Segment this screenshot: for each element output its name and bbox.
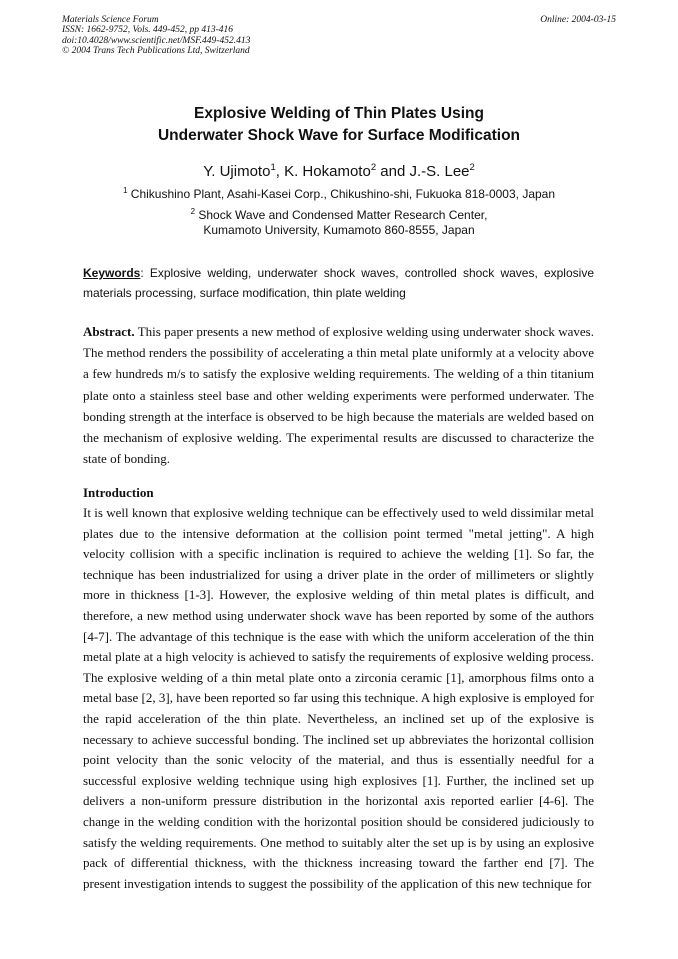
keywords-block xyxy=(83,263,594,303)
author-name: K. Hokamoto xyxy=(284,163,371,180)
author-list xyxy=(62,158,616,182)
author-affiliation-mark: 1 xyxy=(270,162,276,173)
title-line-1: Explosive Welding of Thin Plates Using xyxy=(194,105,484,122)
author-separator: , xyxy=(275,163,285,180)
affiliation-text: Shock Wave and Condensed Matter Research Center, xyxy=(195,208,488,222)
publication-info xyxy=(62,15,616,57)
section-heading-introduction: Introduction xyxy=(83,485,154,500)
abstract-text: This paper presents a new method of explosive welding using underwater shock waves. The method renders the possibility of accelerating a thin metal plate uniformly at a velocity above a few hundreds m/s to satisfy the explosive welding requirements. The welding of a thin titanium plate onto a stainless steel base and other welding experiments were performed underwater. The bonding strength at the interface is observed to be high because the materials are welded based on the mechanism of explosive welding. The experimental results are discussed to characterize the state of bonding. xyxy=(83,324,594,467)
author-affiliation-mark: 2 xyxy=(370,162,377,173)
paper-title xyxy=(62,103,616,147)
affiliation-2-continued: Kumamoto University, Kumamoto 860-8555, Japan xyxy=(203,223,475,237)
introduction-body: It is well known that explosive welding technique can be effectively used to weld dissimilar metal plates due to the intensive deformation at the collision point termed "metal jetting". A high velocity collision with a specific inclination is required to achieve the welding [1]. So far, the technique has been industrialized for using a driver plate in the order of millimeters or slightly more in thickness [1-3]. However, the explosive welding of thin metal plates is difficult, and therefore, a new method using underwater shock wave has been reported by some of the authors [4-7]. The advantage of this technique is the ease with which the uniform acceleration of the thin metal plate at a high velocity is achieved to satisfy the requirements of explosive welding process. The explosive welding of a thin metal plate onto a zirconia ceramic [1], amorphous films onto a metal base [2, 3], have been reported so far using this technique. A high explosive is employed for the rapid acceleration of the thin plate. Nevertheless, an inclined set up of the explosive is necessary to achieve successful bonding. The inclined set up abbreviates the horizontal collision point velocity than the sonic velocity of the material, and thus is essentially needful for a successful explosive welding technique using high explosives [1]. Further, the inclined set up delivers a non-uniform pressure distribution in the horizontal axis reported earlier [4-6]. The change in the welding condition with the horizontal position should be considered judiciously to satisfy the welding requirements. One method to suitably alter the set up is by using an explosive pack of differential thickness, with the thickness increasing toward the farther end [7]. The present investigation intends to suggest the possibility of the application of this new technique for xyxy=(83,505,594,891)
keywords-text: : Explosive welding, underwater shock waves, controlled shock waves, explosive materials processing, surface modification, thin plate welding xyxy=(83,266,594,300)
copyright-line: © 2004 Trans Tech Publications Ltd, Switzerland xyxy=(62,46,250,57)
issn-line: ISSN: 1662-9752, Vols. 449-452, pp 413-416 xyxy=(62,25,233,36)
journal-name: Materials Science Forum xyxy=(62,15,159,25)
author-name: Y. Ujimoto xyxy=(203,163,271,180)
author-name: J.-S. Lee xyxy=(409,163,470,180)
keywords-label: Keywords xyxy=(83,266,141,280)
title-line-2: Underwater Shock Wave for Surface Modification xyxy=(157,127,521,144)
doi-line: doi:10.4028/www.scientific.net/MSF.449-452.413 xyxy=(62,35,251,46)
online-date: Online: 2004-03-15 xyxy=(540,15,616,25)
abstract-label: Abstract. xyxy=(83,324,135,339)
affiliation-mark: 2 xyxy=(190,207,196,216)
affiliation-mark: 1 xyxy=(122,186,128,195)
author-affiliation-mark: 2 xyxy=(469,162,475,173)
author-separator: and xyxy=(376,163,410,180)
affiliation-1 xyxy=(62,181,616,204)
affiliation-text: Chikushino Plant, Asahi-Kasei Corp., Chikushino-shi, Fukuoka 818-0003, Japan xyxy=(127,187,556,201)
running-header xyxy=(62,15,616,57)
abstract-block xyxy=(83,321,594,469)
